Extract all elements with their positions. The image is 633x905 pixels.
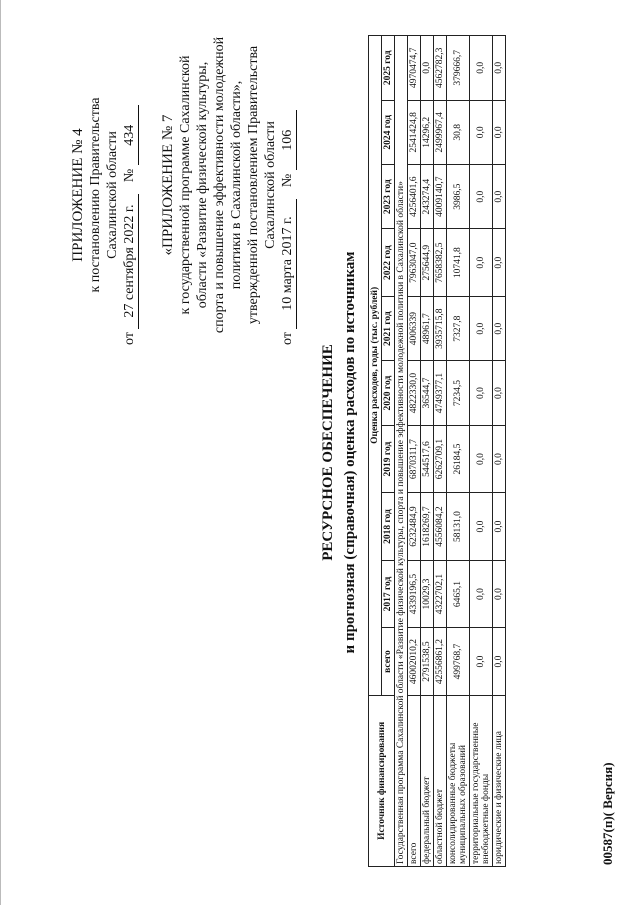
table-row (421, 36, 434, 867)
row-value: 4006339 (408, 296, 421, 360)
appendix-7-line: Сахалинской области (263, 121, 278, 249)
row-value: 0,0 (493, 296, 506, 360)
appendix-4-date: 27 сентября 2022 г. (121, 194, 139, 329)
row-value: 0,0 (470, 628, 493, 695)
appendix-7-line: области «Развитие физической культуры, (195, 61, 210, 309)
row-value: 6232484,9 (408, 493, 421, 560)
appendix-4-num-prefix: № (122, 168, 137, 183)
row-value: 6870311,7 (408, 425, 421, 492)
row-value: 6465,1 (447, 560, 470, 627)
appendix-7-date-line (279, 25, 297, 345)
appendix-7-number: 106 (279, 110, 297, 170)
row-value: 0,0 (470, 560, 493, 627)
table-row (493, 36, 506, 867)
row-value: 7327,8 (447, 296, 470, 360)
row-value: 0,0 (470, 296, 493, 360)
row-value: 1618269,7 (421, 493, 434, 560)
row-value: 48961,7 (421, 296, 434, 360)
row-value: 7963047,0 (408, 229, 421, 296)
row-source: областной бюджет (434, 695, 447, 866)
row-source: федеральный бюджет (421, 695, 434, 866)
appendix-4-line2: Сахалинской области (105, 131, 120, 259)
table-header-row (369, 36, 382, 867)
appendix-7-line: утвержденной постановлением Правительства (246, 45, 261, 325)
appendix-7-date-prefix: от (280, 332, 295, 345)
row-value: 0,0 (470, 361, 493, 425)
row-value: 379666,7 (447, 36, 470, 101)
appendix-7-block (160, 25, 297, 345)
source-header: Источник финансирования (369, 695, 395, 866)
row-value: 0,0 (493, 164, 506, 228)
row-value: 0,0 (470, 36, 493, 101)
appendix-7-line: спорта и повышение эффективности молодежной (212, 36, 227, 334)
row-value: 0,0 (493, 229, 506, 296)
table-row (434, 36, 447, 867)
row-value: 14296,2 (421, 100, 434, 164)
resource-subtitle: и прогнозная (справочная) оценка расходов по источникам (342, 251, 358, 654)
row-value: 499768,7 (447, 628, 470, 695)
resource-title: РЕСУРСНОЕ ОБЕСПЕЧЕНИЕ (320, 344, 336, 561)
row-value: 0,0 (470, 493, 493, 560)
row-value: 6262709,1 (434, 425, 447, 492)
column-header: всего (382, 628, 395, 695)
column-header: 2018 год (382, 493, 395, 560)
row-value: 243274,4 (421, 164, 434, 228)
row-value: 4749377,1 (434, 361, 447, 425)
row-value: 42556861,2 (434, 628, 447, 695)
row-value: 0,0 (493, 100, 506, 164)
row-value: 4009140,7 (434, 164, 447, 228)
program-name: Государственная программа Сахалинской области «Развитие физической культуры, спорта и повышение эффективности молодежной политики в Сахалинской области» (395, 36, 408, 867)
appendix-4-block (70, 45, 139, 345)
row-value: 58131,0 (447, 493, 470, 560)
row-value: 0,0 (421, 36, 434, 101)
appendix-4-date-prefix: от (122, 332, 137, 345)
row-value: 4339196,5 (408, 560, 421, 627)
column-header: 2019 год (382, 425, 395, 492)
row-value: 4562782,3 (434, 36, 447, 101)
row-value: 46002010,2 (408, 628, 421, 695)
column-header: 2023 год (382, 164, 395, 228)
row-value: 10741,8 (447, 229, 470, 296)
row-value: 4822330,0 (408, 361, 421, 425)
row-value: 0,0 (493, 361, 506, 425)
row-value: 275644,9 (421, 229, 434, 296)
column-header: 2022 год (382, 229, 395, 296)
top-edge-line (0, 0, 1, 905)
appendix-4-number: 434 (121, 105, 139, 165)
row-value: 544517,6 (421, 425, 434, 492)
appendix-7-num-prefix: № (280, 173, 295, 188)
column-header: 2017 год (382, 560, 395, 627)
appendix-7-line: к государственной программе Сахалинской (178, 55, 193, 315)
row-value: 7658382,5 (434, 229, 447, 296)
table-row (447, 36, 470, 867)
appendix-7-date: 10 марта 2017 г. (279, 199, 297, 329)
footer-code: 00587(п)( Версия) (600, 762, 615, 865)
appendix-7-title: «ПРИЛОЖЕНИЕ № 7 (160, 114, 176, 256)
column-header: 2021 год (382, 296, 395, 360)
row-value: 0,0 (493, 36, 506, 101)
table-row (470, 36, 493, 867)
row-value: 0,0 (493, 560, 506, 627)
column-header: 2025 год (382, 36, 395, 101)
row-value: 4256401,6 (408, 164, 421, 228)
row-value: 10029,3 (421, 560, 434, 627)
row-value: 4322702,1 (434, 560, 447, 627)
table-row (408, 36, 421, 867)
row-value: 36544,7 (421, 361, 434, 425)
column-header: 2020 год (382, 361, 395, 425)
table-body (408, 36, 506, 867)
row-source: территориальные государственные внебюджетные фонды (470, 695, 493, 866)
row-source: консолидированные бюджеты муниципальных образований (447, 695, 470, 866)
row-value: 4556084,2 (434, 493, 447, 560)
appendix-4-line1: к постановлению Правительства (88, 97, 103, 293)
estimate-header: Оценка расходов, годы (тыс. рублей) (369, 36, 382, 696)
row-value: 0,0 (470, 164, 493, 228)
program-row (395, 36, 408, 867)
row-source: всего (408, 695, 421, 866)
row-value: 0,0 (493, 628, 506, 695)
row-value: 26184,5 (447, 425, 470, 492)
row-value: 0,0 (493, 493, 506, 560)
appendix-7-line: политики в Сахалинской области», (229, 80, 244, 290)
row-value: 4970474,7 (408, 36, 421, 101)
row-value: 0,0 (493, 425, 506, 492)
row-value: 2499967,4 (434, 100, 447, 164)
row-value: 7234,5 (447, 361, 470, 425)
row-value: 3986,5 (447, 164, 470, 228)
column-header: 2024 год (382, 100, 395, 164)
appendix-4-title: ПРИЛОЖЕНИЕ № 4 (70, 128, 86, 262)
row-value: 2791538,5 (421, 628, 434, 695)
row-value: 0,0 (470, 100, 493, 164)
row-value: 2541424,8 (408, 100, 421, 164)
row-value: 3935715,8 (434, 296, 447, 360)
row-value: 0,0 (470, 229, 493, 296)
row-source: юридические и физические лица (493, 695, 506, 866)
appendix-4-date-line (121, 45, 139, 345)
row-value: 0,0 (470, 425, 493, 492)
funding-table (368, 35, 506, 867)
row-value: 30,8 (447, 100, 470, 164)
